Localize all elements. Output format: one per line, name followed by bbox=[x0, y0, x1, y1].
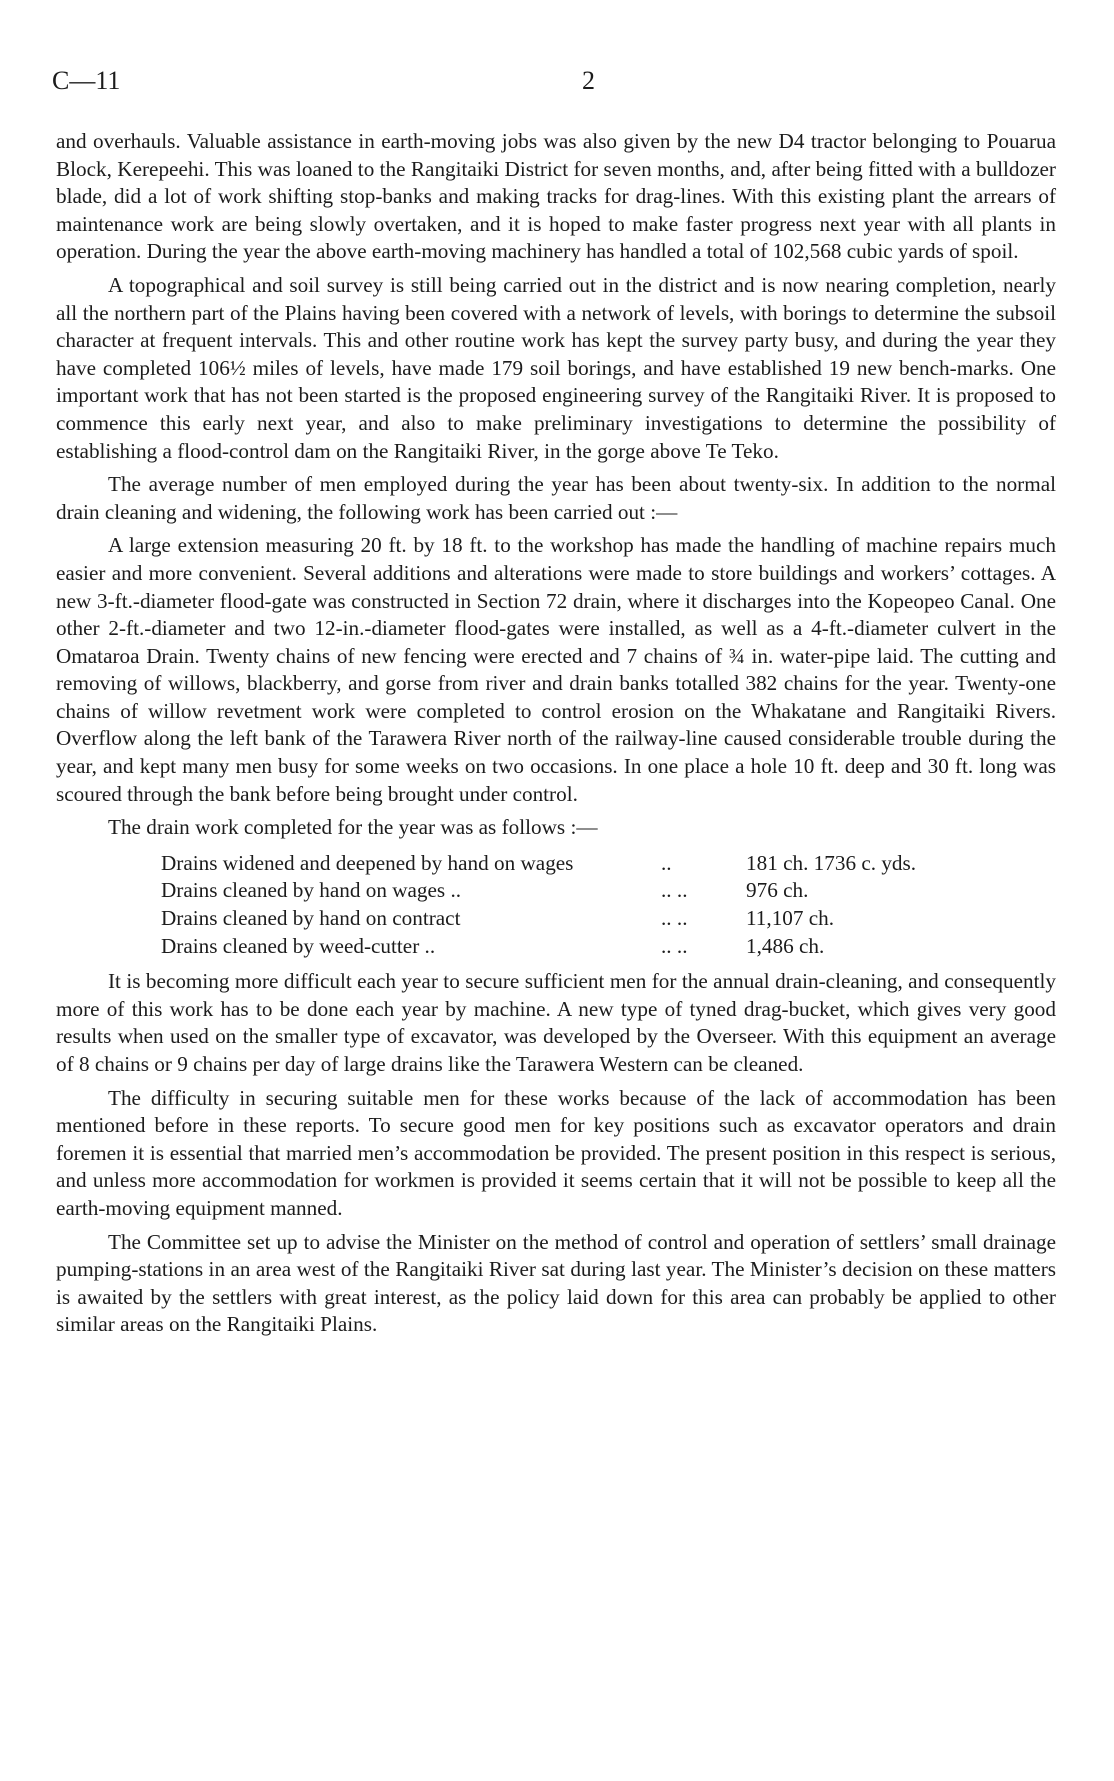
page-body bbox=[56, 128, 1056, 1345]
paragraph: A large extension measuring 20 ft. by 18 ft. to the workshop has made the handling of machine repairs much easier and more convenient. Several additions and alterations were made to store buildings and workers’ cottages. A new 3-ft.-diameter flood-gate was constructed in Section 72 drain, where it discharges into the Kopeopeo Canal. One other 2-ft.-diameter and two 12-in.-diameter flood-gates were installed, as well as a 4-ft.-diameter culvert in the Omataroa Drain. Twenty chains of new fencing were erected and 7 chains of ¾ in. water-pipe laid. The cutting and removing of willows, blackberry, and gorse from river and drain banks totalled 382 chains for the year. Twenty-one chains of willow revetment work were completed to control erosion on the Whakatane and Rangitaiki Rivers. Overflow along the left bank of the Tarawera River north of the railway-line caused considerable trouble during the year, and kept many men busy for some weeks on two occasions. In one place a hole 10 ft. deep and 30 ft. long was scoured through the bank before being brought under control. bbox=[56, 533, 1056, 806]
paragraph: The Committee set up to advise the Minister on the method of control and operation of settlers’ small drainage pumping-stations in an area west of the Rangitaiki River sat during last year. The Minister’s decision on these matters is awaited by the settlers with great interest, as the policy laid down for this area can probably be applied to other similar areas on the Rangitaiki Plains. bbox=[56, 1229, 1056, 1337]
leader-dots: .. .. bbox=[661, 933, 688, 958]
page-number: 2 bbox=[582, 66, 595, 95]
table-row-label: Drains cleaned by weed-cutter .. bbox=[161, 933, 436, 958]
paragraph: It is becoming more difficult each year to secure sufficient men for the annual drain-cleaning, and consequently more of this work has to be done each year by machine. A new type of tyned drag-bucket, which gives very good results when used on the smaller type of excavator, was developed by the Overseer. With this equipment an average of 8 chains or 9 chains per day of large drains like the Tarawera Western can be cleaned. bbox=[56, 969, 1056, 1076]
table-row bbox=[161, 933, 1056, 961]
table-intro: The drain work completed for the year was as follows :— bbox=[108, 815, 598, 840]
table-row-label: Drains cleaned by hand on contract bbox=[161, 906, 461, 931]
paragraph: The difficulty in securing suitable men for these works because of the lack of accommodation has been mentioned before in these reports. To secure good men for key positions such as excavator operators and drain foremen it is essential that married men’s accommodation be provided. The present position in this respect is serious, and unless more accommodation for workmen is provided it seems certain that it will not be possible to keep all the earth-moving equipment manned. bbox=[56, 1085, 1056, 1220]
paragraph: The average number of men employed during the year has been about twenty-six. In addition to the normal drain cleaning and widening, the following work has been carried out :— bbox=[56, 472, 1056, 524]
paragraph: A topographical and soil survey is still being carried out in the district and is now nearing completion, nearly all the northern part of the Plains having been covered with a network of levels, with borings to determine the subsoil character at frequent intervals. This and other routine work has kept the survey party busy, and during the year they have completed 106½ miles of levels, have made 179 soil borings, and have established 19 new bench-marks. One important work that has not been started is the proposed engineering survey of the Rangitaiki River. It is proposed to commence this early next year, and also to make preliminary investigations to determine the possibility of establishing a flood-control dam on the Rangitaiki River, in the gorge above Te Teko. bbox=[56, 272, 1056, 463]
table-row bbox=[161, 850, 1056, 878]
document-reference: C—11 bbox=[52, 66, 121, 95]
table-row bbox=[161, 877, 1056, 905]
table-row-value: 976 ch. bbox=[746, 878, 809, 903]
table-row-value: 1,486 ch. bbox=[746, 933, 825, 958]
paragraph-continued: and overhauls. Valuable assistance in earth-moving jobs was also given by the new D4 tractor belonging to Pouarua Block, Kerepeehi. This was loaned to the Rangitaiki District for seven months, and, after being fitted with a bulldozer blade, did a lot of work shifting stop-banks and making tracks for drag-lines. With this existing plant the arrears of maintenance work are being slowly overtaken, and it is hoped to make faster progress next year with all plants in operation. During the year the above earth-moving machinery has handled a total of 102,568 cubic yards of spoil. bbox=[56, 129, 1056, 264]
table-row-label: Drains cleaned by hand on wages .. bbox=[161, 878, 462, 903]
table-row bbox=[161, 905, 1056, 933]
table-row-value: 181 ch. 1736 c. yds. bbox=[746, 850, 917, 875]
leader-dots: .. .. bbox=[661, 878, 688, 903]
page-header bbox=[52, 66, 1062, 106]
leader-dots: .. bbox=[661, 850, 672, 875]
leader-dots: .. .. bbox=[661, 906, 688, 931]
drain-work-table bbox=[161, 850, 1056, 960]
table-row-value: 11,107 ch. bbox=[746, 906, 835, 931]
table-row-label: Drains widened and deepened by hand on wages bbox=[161, 850, 574, 875]
